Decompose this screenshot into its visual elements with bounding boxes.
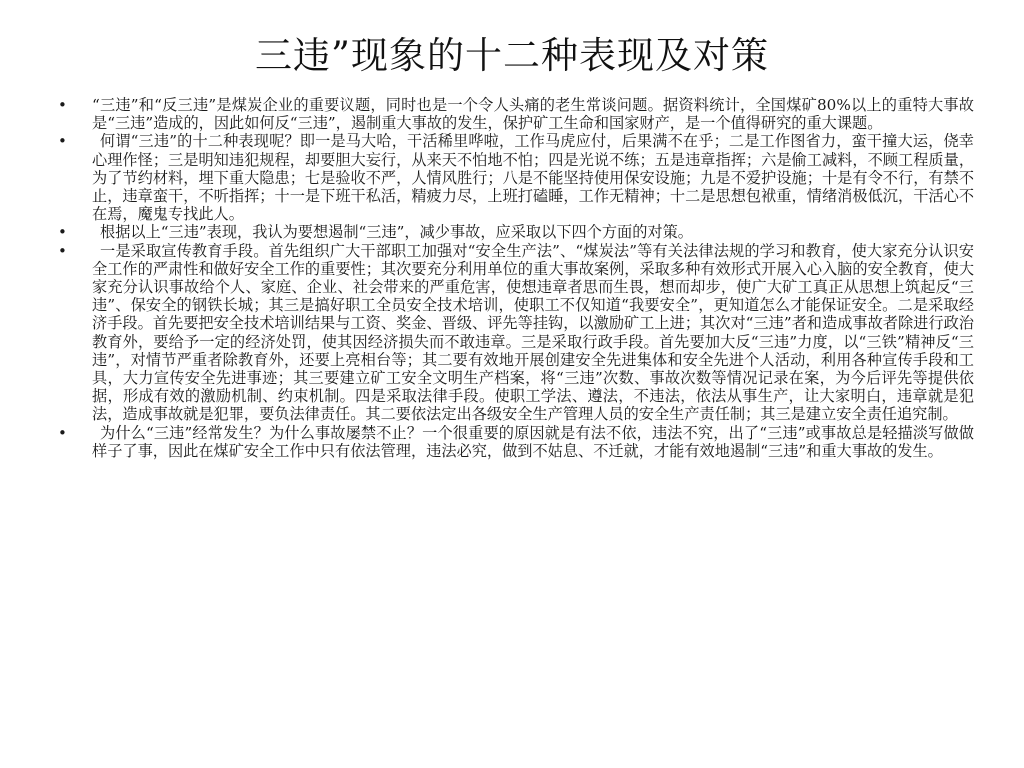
bullet-text: 为什么“三违”经常发生？为什么事故屡禁不止？一个很重要的原因就是有法不依，违法不究，出了“三违”或事故总是轻描淡写做做样子了事，因此在煤矿安全工作中只有依法管理，违法必究，做到不姑息、不迁就，才能有效地遏制“三违”和重大事故的发生。 [92,423,974,460]
bullet-list [58,96,974,460]
bullet-item-4 [58,242,974,424]
bullet-text: 何谓“三违”的十二种表现呢？即一是马大哈，干活稀里哗啦，工作马虎应付，后果满不在乎；二是工作图省力，蛮干撞大运，侥幸心理作怪；三是明知违犯规程，却要胆大妄行，从来天不怕地不怕；四是光说不练；五是违章指挥；六是偷工减料，不顾工程质量，为了节约材料，埋下重大隐患；七是验收不严，人情风胜行；八是不能坚持使用保安设施；九是不爱护设施；十是有令不行，有禁不止，违章蛮干，不听指挥；十一是下班干私活，精疲力尽，上班打磕睡，工作无精神；十二是思想包袱重，情绪消极低沉，干活心不在焉，魔鬼专找此人。 [92,132,974,224]
bullet-icon: • [58,223,67,242]
bullet-item-3 [58,223,974,241]
bullet-icon: • [58,423,67,442]
bullet-icon: • [58,241,67,260]
bullet-icon: • [58,96,67,114]
bullet-text: 一是采取宣传教育手段。首先组织广大干部职工加强对“安全生产法”、“煤炭法”等有关法律法规的学习和教育，使大家充分认识安全工作的严肃性和做好安全工作的重要性；其次要充分利用单位的重大事故案例，采取多种有效形式开展入心入脑的安全教育，使大家充分认识事故给个人、家庭、企业、社会带来的严重危害，使想违章者思而生畏，想而却步，使广大矿工真正从思想上筑起反“三违”、保安全的钢铁长城；其三是搞好职工全员安全技术培训，使职工不仅知道“我要安全”，更知道怎么才能保证安全。二是采取经济手段。首先要把安全技术培训结果与工资、奖金、晋级、评先等挂钩，以激励矿工上进；其次对“三违”者和造成事故者除进行政治教育外，要给予一定的经济处罚，使其因经济损失而不敢违章。三是采取行政手段。首先要加大反“三违”力度，以“三铁”精神反“三违”，对情节严重者除教育外，还要上亮相台等；其二要有效地开展创建安全先进集体和安全先进个人活动，利用各种宣传手段和工具，大力宣传安全先进事迹；其三要建立矿工安全文明生产档案，将“三违”次数、事故次数等情况记录在案，为今后评先等提供依据，形成有效的激励机制、约束机制。四是采取法律手段。使职工学法、遵法，不违法，依法从事生产，让大家明白，违章就是犯法，造成事故就是犯罪，要负法律责任。其二要依法定出各级安全生产管理人员的安全生产责任制；其三是建立安全责任追究制。 [92,241,974,424]
bullet-text: “三违”和“反三违”是煤炭企业的重要议题，同时也是一个令人头痛的老生常谈问题。据资料统计，全国煤矿80%以上的重特大事故是“三违”造成的，因此如何反“三违”，遏制重大事故的发生，保护矿工生命和国家财产，是一个值得研究的重大课题。 [92,96,974,133]
bullet-text: 根据以上“三违”表现，我认为要想遏制“三违”，减少事故，应采取以下四个方面的对策。 [100,223,693,242]
bullet-icon: • [58,132,67,151]
bullet-item-2 [58,132,974,223]
slide-title: 三违”现象的十二种表现及对策 [255,34,769,77]
bullet-item-1 [58,96,974,132]
bullet-item-5 [58,424,974,460]
